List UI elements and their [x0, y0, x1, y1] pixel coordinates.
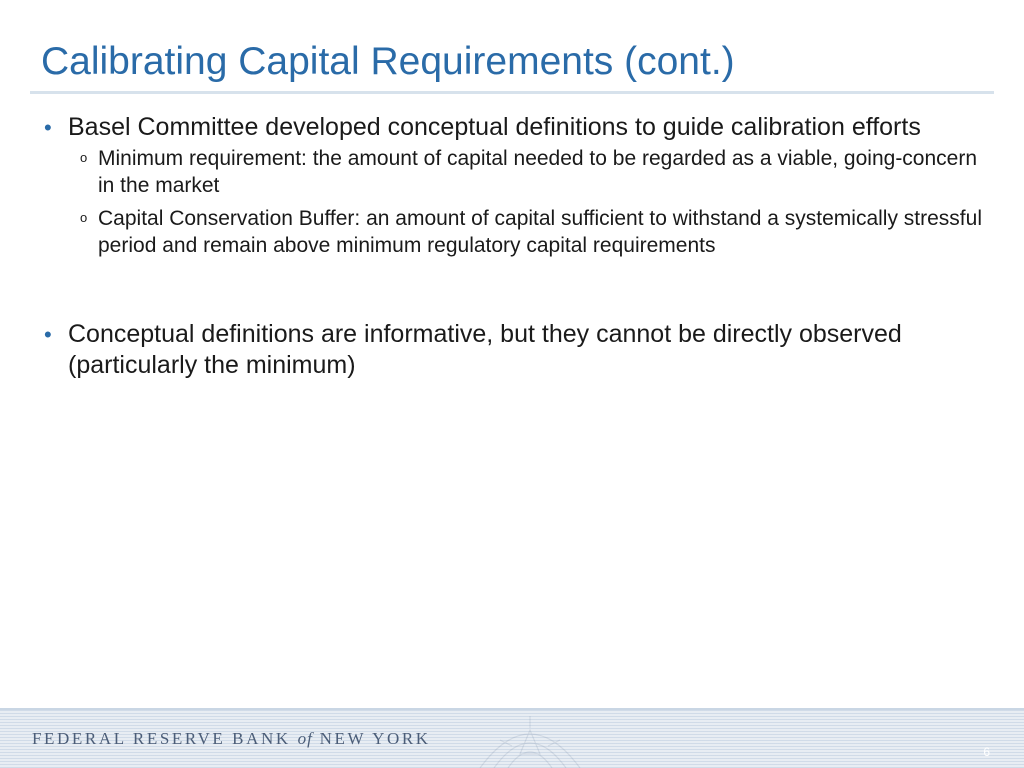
title-divider	[30, 91, 994, 94]
bullet-item	[44, 112, 984, 143]
sub-bullet-text: Minimum requirement: the amount of capital needed to be regarded as a viable, going-concern in the market	[98, 147, 978, 197]
sub-bullet-marker: o	[80, 210, 88, 225]
footer-name-of: of	[297, 729, 313, 748]
footer-name-part2: NEW YORK	[312, 729, 431, 748]
seal-watermark-icon	[450, 710, 610, 768]
bullet-marker: •	[44, 322, 52, 347]
footer-bank-name	[32, 729, 431, 749]
bullet-marker: •	[44, 115, 52, 140]
footer-name-part1: FEDERAL RESERVE BANK	[32, 729, 298, 748]
bullet-text: Conceptual definitions are informative, but they cannot be directly observed (particularly the minimum)	[68, 320, 902, 379]
slide-title: Calibrating Capital Requirements (cont.)	[41, 40, 735, 83]
sub-bullet-text: Capital Conservation Buffer: an amount of capital sufficient to withstand a systemically stressful period and remain above minimum regulatory capital requirements	[98, 207, 982, 257]
sub-bullet-item	[80, 145, 984, 199]
sub-bullet-marker: o	[80, 150, 88, 165]
bullet-item	[44, 319, 984, 381]
slide-body	[44, 112, 984, 381]
bullet-text: Basel Committee developed conceptual definitions to guide calibration efforts	[68, 113, 921, 141]
page-number: 6	[983, 745, 990, 759]
sub-bullet-item	[80, 205, 984, 259]
footer-banner	[0, 708, 1024, 768]
